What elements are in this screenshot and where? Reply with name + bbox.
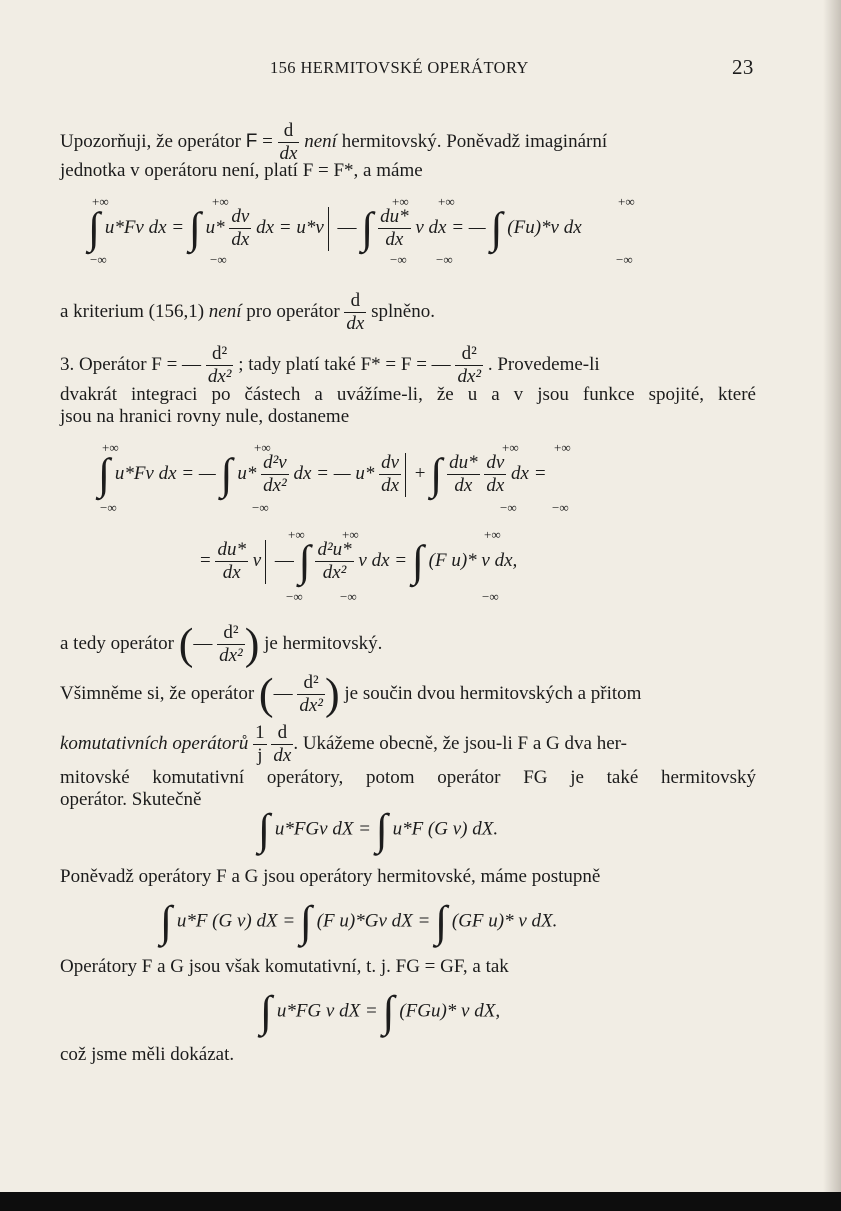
equation-4: ∫ u*FGv dX = ∫ u*F (G v) dX.	[258, 805, 499, 854]
equation-2: +∞ −∞ +∞ −∞ +∞ −∞ +∞ −∞ ∫ u*Fv dx = — ∫ u* $\frac{\text{d²v}}{\text{dx²}}$ dx = — u* $\frac{dv}{dx}$ + ∫ $\frac{du*}{dx}$ $\frac{dv}{dx}$ dx =	[98, 440, 571, 515]
paragraph-1-line-1: Upozorňuji, že operátor F = $\frac{d}{dx}$ není hermitovský. Poněvadž imaginární	[60, 120, 608, 164]
paragraph-3-line-2: dvakrát integraci po částech a uvážíme-li, že u a v jsou funkce spojité, které	[60, 384, 756, 405]
paragraph-6: Poněvadž operátory F a G jsou operátory hermitovské, máme postupně	[60, 866, 601, 887]
page-edge-shadow	[823, 0, 841, 1192]
paragraph-1-line-2: jednotka v operátoru není, platí F = F*, a máme	[60, 160, 423, 181]
paragraph-5-line-3: mitovské komutativní operátory, potom operátor FG je také hermitovský	[60, 767, 756, 788]
running-header: 156 HERMITOVSKÉ OPERÁTORY	[270, 58, 529, 77]
paragraph-8: což jsme měli dokázat.	[60, 1044, 235, 1065]
paragraph-2: a kriterium (156,1) není pro operátor $\frac{d}{dx}$ splněno.	[60, 290, 435, 334]
equation-6: ∫ u*FG v dX = ∫ (FGu)* v dX,	[260, 987, 501, 1036]
fraction-d-dx: $\frac{d}{dx}$	[279, 120, 298, 164]
equation-5: ∫ u*F (G v) dX = ∫ (F u)*Gv dX = ∫ (GF u)* v dX.	[160, 897, 558, 946]
equation-3: +∞ −∞ +∞ −∞ +∞ −∞ = $\frac{du*}{dx}$ v — ∫ $\frac{\text{d²u*}}{\text{dx²}}$ v dx = ∫ (F u)* v dx,	[200, 527, 518, 604]
page-number: 23	[732, 55, 754, 79]
paragraph-7: Operátory F a G jsou však komutativní, t. j. FG = GF, a tak	[60, 956, 509, 977]
scan-bottom-border	[0, 1192, 841, 1211]
paragraph-4: a tedy operátor (— $\frac{\text{d²}}{\text{dx²}}$ ) je hermitovský.	[60, 619, 383, 669]
paragraph-5-line-2: komutativních operátorů $\frac{1}{j}$ $\frac{d}{dx}$ . Ukážeme obecně, že jsou-li F a G dva her-	[60, 722, 627, 766]
paragraph-3-line-1: 3. Operátor F = — $\frac{\text{d²}}{\text{dx²}}$ ; tady platí také F* = F = — $\frac{\text{d²}}{\text{dx²}}$ . Provedeme-li	[60, 343, 600, 387]
paragraph-3-line-3: jsou na hranici rovny nule, dostaneme	[60, 406, 350, 427]
paragraph-5-line-4: operátor. Skutečně	[60, 789, 202, 810]
paragraph-5-line-1: Všimněme si, že operátor (— $\frac{\text{d²}}{\text{dx²}}$ ) je součin dvou hermitovských a přitom	[60, 669, 642, 719]
equation-1: +∞ −∞ +∞ −∞ +∞ −∞ +∞ −∞ +∞ −∞ ∫ u*Fv dx = ∫ u* $\frac{dv}{dx}$ dx = u*v — ∫ $\frac{du*}{dx}$ v dx = — ∫ (Fu)*v dx	[88, 194, 635, 267]
